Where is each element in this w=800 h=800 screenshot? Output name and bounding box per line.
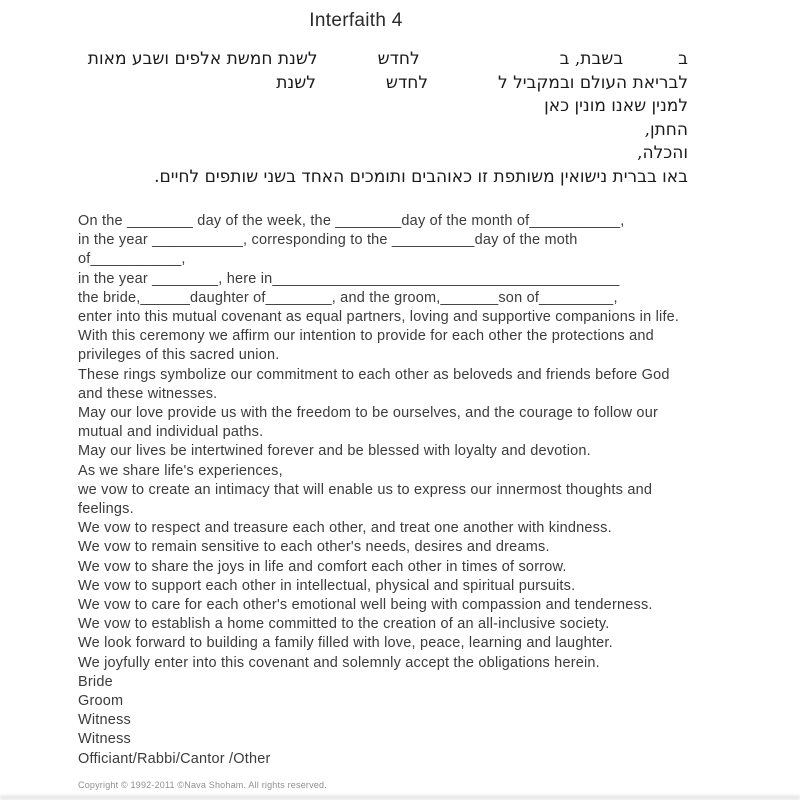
signature-label-bride: Bride: [78, 673, 113, 690]
hebrew-line-date: [88, 48, 688, 72]
signature-label-officiant: Officiant/Rabbi/Cantor /Other: [78, 750, 271, 767]
text-line-year-here-in: in the year ________, here in__________________________________________: [78, 270, 620, 287]
text-line-love-freedom: May our love provide us with the freedom to be ourselves, and the courage to follow our: [78, 405, 658, 422]
text-line-rings-symbolize: These rings symbolize our commitment to each other as beloveds and friends before God: [78, 366, 670, 383]
hebrew-creation-text: לבריאת העולם ובמקביל ל: [498, 72, 688, 93]
text-line-building-family: We look forward to building a family filled with love, peace, learning and laughter.: [78, 635, 613, 652]
hebrew-line-count-here: למנין שאנו מונין כאן: [544, 96, 688, 116]
page-bottom-edge: [0, 795, 800, 800]
text-line-privileges: privileges of this sacred union.: [78, 347, 280, 364]
text-line-vow-establish-home: We vow to establish a home committed to the creation of an all-inclusive society.: [78, 616, 610, 633]
text-line-vow-support: We vow to support each other in intellectual, physical and spiritual pursuits.: [78, 577, 576, 594]
text-line-feelings: feelings.: [78, 501, 134, 518]
text-line-mutual-covenant: enter into this mutual covenant as equal partners, loving and supportive companions in life.: [78, 309, 680, 326]
hebrew-month-text: לחדש: [385, 72, 429, 93]
signature-label-groom: Groom: [78, 693, 124, 710]
text-line-vow-respect: We vow to respect and treasure each other, and treat one another with kindness.: [78, 520, 612, 537]
hebrew-line-creation: [88, 72, 688, 96]
hebrew-year-text: לשנת חמשת אלפים ושבע מאות: [87, 49, 318, 69]
page-title: Interfaith 4: [309, 10, 403, 31]
text-line-vow-sensitive: We vow to remain sensitive to each other's needs, desires and dreams.: [78, 539, 550, 556]
text-line-joyfully-enter: We joyfully enter into this covenant and solemnly accept the obligations herein.: [78, 654, 600, 671]
text-line-share-experiences: As we share life's experiences,: [78, 462, 283, 479]
english-text-section: [78, 212, 738, 769]
text-line-these-witnesses: and these witnesses.: [78, 385, 218, 402]
text-line-vow-intimacy: we vow to create an intimacy that will enable us to express our innermost thoughts and: [78, 481, 653, 498]
hebrew-line-covenant: באו בברית נישואין משותפת זו כאוהבים ותומכים האחד בשני שותפים לחיים.: [154, 166, 688, 187]
signature-label-witness-1: Witness: [78, 712, 131, 729]
text-line-vow-care: We vow to care for each other's emotional well being with compassion and tenderness.: [78, 597, 653, 614]
hebrew-line-groom: החתן,: [644, 119, 688, 140]
text-line-mutual-paths: mutual and individual paths.: [78, 424, 264, 441]
hebrew-month-text: לחדש: [377, 49, 420, 69]
hebrew-text-section: [88, 48, 688, 189]
text-line-vow-share-joys: We vow to share the joys in life and comfort each other in times of sorrow.: [78, 558, 567, 575]
text-line-of-blank: of___________,: [78, 251, 186, 268]
hebrew-week-text: בשבת, ב: [559, 49, 624, 69]
text-line-intertwined: May our lives be intertwined forever and be blessed with loyalty and devotion.: [78, 443, 591, 460]
text-line-ceremony-affirm: With this ceremony we affirm our intention to provide for each other the protections and: [78, 328, 654, 345]
signature-label-witness-2: Witness: [78, 731, 131, 748]
text-line-date-week: On the ________ day of the week, the ________day of the month of___________,: [78, 213, 625, 229]
copyright-notice: Copyright © 1992-2011 ©Nava Shoham. All rights reserved.: [78, 780, 327, 790]
hebrew-year-text: לשנת: [276, 72, 316, 93]
text-line-bride-groom: the bride,______daughter of________, and the groom,_______son of_________,: [78, 289, 618, 306]
text-line-year-corresponding: in the year ___________, corresponding to the __________day of the moth: [78, 232, 578, 249]
hebrew-line-bride: והכלה,: [637, 143, 688, 163]
hebrew-day-prefix: ב: [678, 49, 688, 69]
